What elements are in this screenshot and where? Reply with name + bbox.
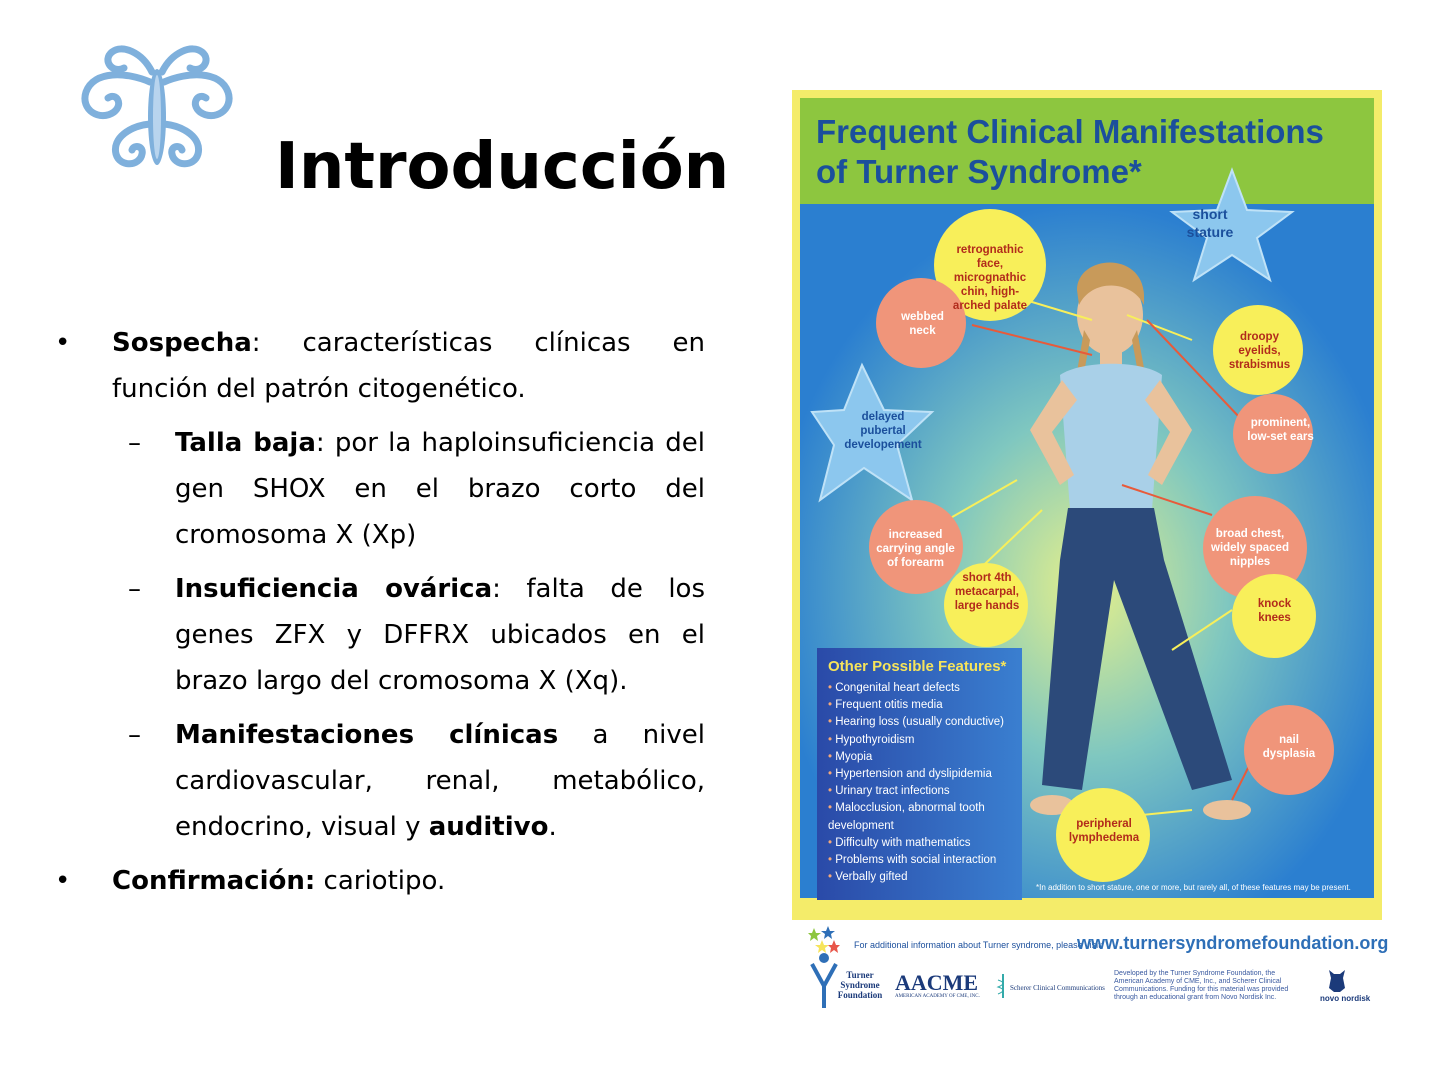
feature-delayed-puberty: delayed pubertal developement bbox=[844, 411, 922, 451]
feature-broad-chest: broad chest, widely spaced nipples bbox=[1211, 528, 1289, 568]
poster-title bbox=[816, 112, 1376, 192]
slide-title: Introducción bbox=[275, 130, 730, 204]
bullet-confirmacion bbox=[55, 858, 705, 904]
other-feature-item: • Hypertension and dyslipidemia bbox=[828, 766, 1018, 783]
tsf-logo-text: Turner Syndrome Foundation bbox=[837, 970, 883, 1000]
feature-webbed-neck: webbed neck bbox=[901, 311, 944, 337]
feature-short-metacarpal: short 4th metacarpal, large hands bbox=[954, 572, 1020, 612]
bullet-sospecha-text: : características clínicas en función del patrón citogenético. bbox=[112, 328, 705, 404]
other-features-list bbox=[828, 680, 1018, 886]
slide-content bbox=[55, 320, 705, 912]
subbullet-manifestaciones bbox=[55, 712, 705, 850]
dash-marker: – bbox=[128, 720, 141, 750]
subbullet-manifestaciones-label: Manifestaciones clínicas bbox=[175, 720, 559, 750]
subbullet-end: . bbox=[548, 812, 557, 842]
other-feature-item: • Congenital heart defects bbox=[828, 680, 1018, 697]
feature-nail-dysplasia: nail dysplasia bbox=[1262, 734, 1316, 760]
poster-footnote: *In addition to short stature, one or more, but rarely all, of these features may be present. bbox=[1036, 883, 1351, 892]
other-feature-item: • Hearing loss (usually conductive) bbox=[828, 714, 1018, 731]
footer-url-link[interactable]: www.turnersyndromefoundation.org bbox=[1077, 933, 1389, 953]
other-feature-item: • Myopia bbox=[828, 749, 1018, 766]
other-feature-item: • Problems with social interaction bbox=[828, 852, 1018, 869]
dash-marker: – bbox=[128, 428, 141, 458]
subbullet-talla-label: Talla baja bbox=[175, 428, 316, 458]
subbullet-insuficiencia-label: Insuficiencia ovárica bbox=[175, 574, 493, 604]
subbullet-auditivo: auditivo bbox=[428, 812, 549, 842]
aacme-logo-sub: AMERICAN ACADEMY OF CME, INC. bbox=[895, 994, 980, 999]
feature-retrognathic: retrognathic face, micrognathic chin, high-arched palate bbox=[952, 244, 1028, 312]
subbullet-talla-baja bbox=[55, 420, 705, 558]
other-feature-item: • Verbally gifted bbox=[828, 869, 1018, 886]
dash-marker: – bbox=[128, 574, 141, 604]
subbullet-talla-text: : por la haploinsuficiencia del gen SHOX en el brazo corto del cromosoma X (Xp) bbox=[175, 428, 705, 550]
poster-title-line1: Frequent Clinical Manifestations bbox=[816, 113, 1324, 150]
subbullet-manifestaciones-text: a nivel cardiovascular, renal, metabólico, endocrino, visual y bbox=[175, 720, 705, 842]
bullet-confirmacion-text: cariotipo. bbox=[315, 866, 446, 896]
subbullet-insuficiencia bbox=[55, 566, 705, 704]
novo-logo-text: novo nordisk bbox=[1320, 994, 1371, 1003]
feature-lymphedema: peripheral lymphedema bbox=[1068, 818, 1140, 844]
feature-carrying-angle: increased carrying angle of forearm bbox=[876, 529, 955, 569]
other-feature-item: • Frequent otitis media bbox=[828, 697, 1018, 714]
bullet-confirmacion-label: Confirmación: bbox=[112, 866, 316, 896]
feature-short-stature: short stature bbox=[1186, 206, 1234, 240]
caduceus-icon bbox=[996, 974, 1010, 998]
footer-info-text: For additional information about Turner syndrome, please visit: bbox=[854, 940, 1104, 950]
bullet-sospecha-label: Sospecha bbox=[112, 328, 252, 358]
bullet-marker: • bbox=[55, 866, 71, 896]
bullet-marker: • bbox=[55, 328, 71, 358]
other-feature-item: • Difficulty with mathematics bbox=[828, 835, 1018, 852]
other-feature-item: • Urinary tract infections bbox=[828, 783, 1018, 800]
other-features-title: Other Possible Features* bbox=[828, 658, 1007, 675]
scherer-logo-text: Scherer Clinical Communications bbox=[1010, 984, 1105, 992]
footer-developer-text: Developed by the Turner Syndrome Foundation, the American Academy of CME, Inc., and Scherer Clinical Communications. Funding for this material was provided through an educational grant from Novo Nordisk Inc. bbox=[1114, 970, 1289, 1001]
feature-knock-knees: knock knees bbox=[1257, 598, 1292, 624]
butterfly-logo-icon bbox=[72, 42, 242, 177]
subbullet-insuficiencia-text: : falta de los genes ZFX y DFFRX ubicados en el brazo largo del cromosoma X (Xq). bbox=[175, 574, 705, 696]
feature-droopy-eyelids: droopy eyelids, strabismus bbox=[1228, 331, 1291, 371]
other-feature-item: • Hypothyroidism bbox=[828, 732, 1018, 749]
aacme-logo: AACME bbox=[895, 970, 979, 995]
novo-bull-icon bbox=[1326, 966, 1348, 994]
other-feature-item: • Malocclusion, abnormal tooth development bbox=[828, 800, 1018, 834]
poster-title-line2: of Turner Syndrome* bbox=[816, 153, 1142, 190]
feature-prominent-ears: prominent, low-set ears bbox=[1247, 417, 1314, 443]
bullet-sospecha bbox=[55, 320, 705, 412]
